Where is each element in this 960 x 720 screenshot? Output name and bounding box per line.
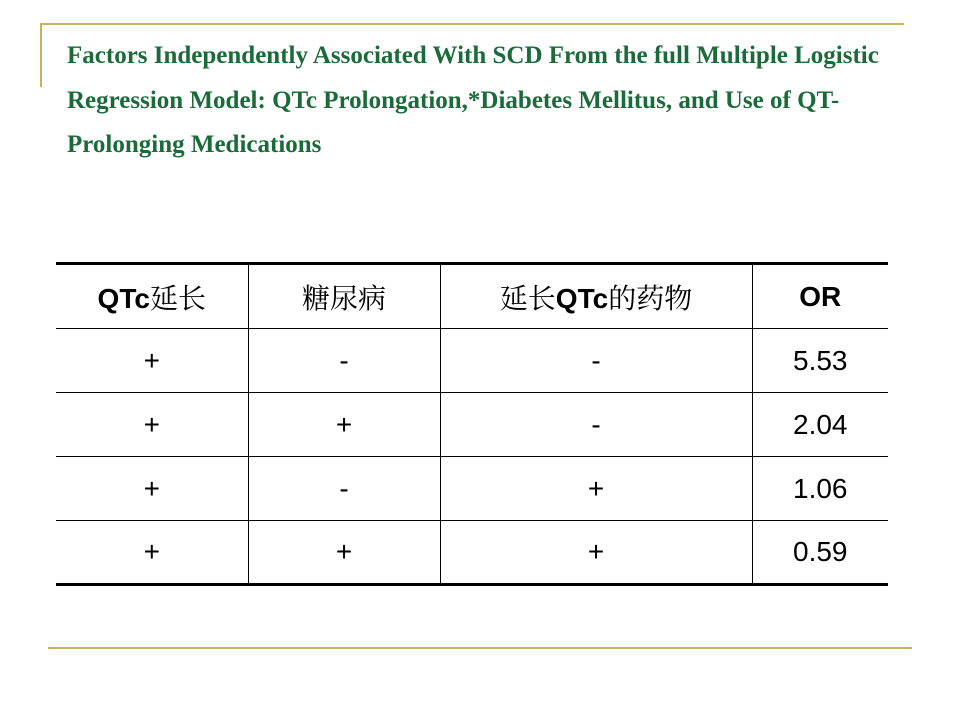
header-qt-drugs-bold: QTc (555, 282, 609, 314)
table-header-row (56, 264, 888, 329)
cell-or: 1.06 (752, 457, 888, 521)
cell-drug: - (440, 393, 752, 457)
cell-qtc: + (56, 329, 248, 393)
cell-drug: + (440, 521, 752, 585)
cell-drug: - (440, 329, 752, 393)
cell-diabetes: + (248, 393, 440, 457)
table-row (56, 329, 888, 393)
cell-qtc: + (56, 393, 248, 457)
header-qtc-prolonged-prefix: QTc (97, 282, 150, 314)
cell-diabetes: + (248, 521, 440, 585)
header-or: OR (752, 264, 888, 329)
header-qt-drugs-prefix: 延长 (499, 282, 556, 314)
slide-title: Factors Independently Associated With SCD From the full Multiple Logistic Regression Model: QTc Prolongation,*Diabetes Mellitus, and Use of QT-Prolonging Medications (67, 42, 879, 158)
header-qtc-prolonged (56, 264, 248, 329)
header-diabetes: 糖尿病 (248, 264, 440, 329)
header-qt-drugs-suffix: 的药物 (608, 282, 693, 314)
cell-or: 0.59 (752, 521, 888, 585)
header-qtc-prolonged-suffix: 延长 (149, 282, 206, 314)
cell-or: 2.04 (752, 393, 888, 457)
cell-qtc: + (56, 457, 248, 521)
cell-diabetes: - (248, 329, 440, 393)
table-row (56, 393, 888, 457)
header-qt-drugs (440, 264, 752, 329)
odds-ratio-table (56, 262, 888, 586)
left-accent-line (40, 23, 42, 87)
bottom-accent-line (48, 647, 912, 649)
table-row (56, 457, 888, 521)
top-accent-line (40, 23, 904, 25)
cell-drug: + (440, 457, 752, 521)
cell-qtc: + (56, 521, 248, 585)
cell-diabetes: - (248, 457, 440, 521)
cell-or: 5.53 (752, 329, 888, 393)
table-row (56, 521, 888, 585)
